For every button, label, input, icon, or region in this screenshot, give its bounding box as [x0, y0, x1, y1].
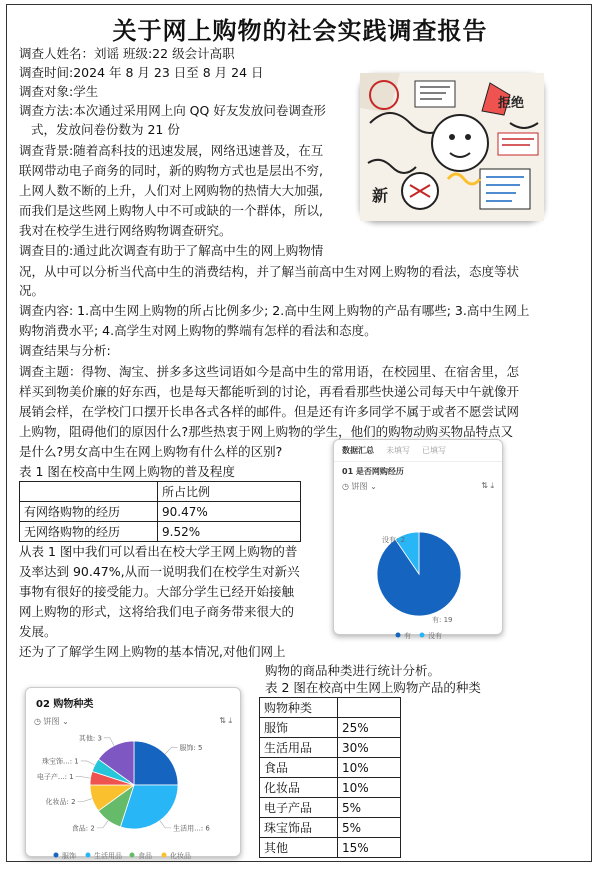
theme-line: 调查主题：得物、淘宝、拼多多这些词语如今是高中生的常用语，在校园里、在宿舍里，怎: [19, 364, 520, 379]
chart-tools[interactable]: ⇅ ⤓: [219, 716, 232, 725]
slice-label: 电子产...: 1: [36, 773, 74, 782]
report-title: 关于网上购物的社会实践调查报告: [112, 17, 488, 45]
content-line: 调查内容: 1.高中生网上购物的所占比例多少; 2.高中生网上购物的产品有哪些; 3.高中生网上: [19, 303, 530, 318]
table-cell: 30%: [338, 738, 401, 758]
legend-item: 化妆品: [170, 852, 191, 860]
chart-tools[interactable]: ⇅ ⤓: [481, 481, 494, 490]
theme-line: 样买到物美价廉的好东西，也是每天都能听到的讨论，再看看那些快递公司每天中午就像开: [19, 384, 520, 399]
legend-yes: 有: [404, 632, 411, 640]
table-row: [260, 698, 401, 718]
handdrawn-poster-image: [360, 73, 544, 221]
table-cell: 9.52%: [158, 522, 301, 542]
theme-line: 是什么?男女高中生在网上购物有什么样的区别?: [19, 444, 283, 459]
table-row: [260, 798, 401, 818]
legend-dot: [162, 853, 167, 858]
info-method-2: 式，发放问卷份数为 21 份: [31, 122, 180, 137]
table1-caption: 表 1 图在校高中生网上购物的普及程度: [19, 464, 235, 479]
analysis-line: 购物的商品种类进行统计分析。: [265, 663, 441, 678]
slice-leader-line: [165, 748, 177, 754]
analysis-line: 事物有很好的接受能力。大部分学生已经开始接触: [19, 584, 295, 599]
purpose-line: 况，从中可以分析当代高中生的消费结构，并了解当前高中生对网上购物的看法，态度等状: [19, 264, 520, 279]
question-title: 01 是否网购经历: [342, 467, 404, 476]
background-line: 联网带动电子商务的同时，新的购物方式也是层出不穷,: [19, 163, 323, 178]
analysis-line: 还为了了解学生网上购物的基本情况,对他们网上: [19, 644, 286, 659]
legend-no: 没有: [428, 632, 442, 640]
table-cell: 服饰: [260, 718, 338, 738]
table-cell: [20, 482, 158, 502]
table-cell: [338, 698, 401, 718]
table-row: [20, 502, 301, 522]
question-title: 02 购物种类: [36, 699, 94, 710]
table-cell: 90.47%: [158, 502, 301, 522]
table-header-cell: 所占比例: [158, 482, 301, 502]
analysis-line: 网上购物的形式，这将给我们电子商务带来很大的: [19, 604, 295, 619]
slice-leader-line: [78, 799, 93, 802]
background-line: 而我们是这些网上购物人中不可或缺的一个群体，所以,: [19, 203, 323, 218]
slice-leader-line: [81, 761, 95, 765]
content-line: 购物消费水平; 4.高学生对网上购物的弊端有怎样的看法和态度。: [19, 323, 377, 338]
slice-label-yes: 有: 19: [432, 616, 453, 624]
legend-item: 服饰: [62, 852, 76, 860]
table-cell: 5%: [338, 798, 401, 818]
info-method-1: 调查方法:本次通过采用网上向 QQ 好友发放问卷调查形: [19, 103, 326, 118]
theme-line: 展销会样，在学校门口摆开长串各式各样的邮件。但是还有许多同学不属于或者不愿尝试网: [19, 404, 520, 419]
table-cell: 15%: [338, 838, 401, 858]
table-cell: 珠宝饰品: [260, 818, 338, 838]
table-cell: 5%: [338, 818, 401, 838]
legend-item: 生活用品: [94, 852, 122, 860]
table-cell: 其他: [260, 838, 338, 858]
survey-card-2: [25, 687, 241, 860]
purpose-line: 况。: [19, 283, 45, 298]
table-row: [260, 818, 401, 838]
pie-chart-2: [26, 727, 242, 867]
table2-caption: 表 2 图在校高中生网上购物产品的种类: [265, 680, 481, 695]
table-cell: 无网络购物的经历: [20, 522, 158, 542]
analysis-line: 从表 1 图中我们可以看出在校大学王网上购物的普: [19, 544, 298, 559]
survey-card-1: [333, 439, 503, 640]
chart-type-select[interactable]: ◷ 饼图 ⌄: [342, 482, 377, 491]
slice-label: 其他: 3: [78, 734, 102, 743]
slice-label: 服饰: 5: [179, 744, 203, 753]
table-row: [260, 838, 401, 858]
slice-leader-line: [97, 821, 108, 828]
theme-line: 上购物，阻碍他们的原因什么?那些热衷于网上购物的学生，他们的购物动购买物品特点又: [19, 424, 514, 439]
background-line: 调查背景:随着高科技的迅速发展，网络迅速普及，在互: [19, 143, 324, 158]
slice-label-no: 没有: 2: [382, 536, 406, 544]
legend-dot: [130, 853, 135, 858]
slice-label: 珠宝饰...: 1: [42, 757, 79, 766]
table-cell: 食品: [260, 758, 338, 778]
purpose-line: 调查目的:通过此次调查有助于了解高中生的网上购物情: [19, 243, 324, 258]
table-row: [20, 522, 301, 542]
table-cell: 生活用品: [260, 738, 338, 758]
table-row: [20, 482, 301, 502]
table-cell: 电子产品: [260, 798, 338, 818]
table-row: [260, 738, 401, 758]
table-cell: 有网络购物的经历: [20, 502, 158, 522]
pie-chart-1: [334, 492, 504, 642]
results-heading: 调查结果与分析:: [19, 343, 111, 358]
tab-summary[interactable]: 数据汇总: [342, 446, 374, 455]
table-header-cell: 购物种类: [260, 698, 338, 718]
table-cell: 10%: [338, 758, 401, 778]
survey-tabs: [334, 440, 502, 462]
slice-leader-line: [160, 821, 171, 828]
table-cell: 化妆品: [260, 778, 338, 798]
slice-leader-line: [76, 777, 91, 778]
report-page: [6, 4, 592, 862]
legend-dot-yes: [396, 633, 401, 638]
table-row: [260, 758, 401, 778]
table1: [19, 481, 301, 542]
info-target: 调查对象:学生: [19, 84, 99, 99]
table2: [259, 697, 401, 858]
slice-label: 生活用...: 6: [173, 824, 210, 833]
table-cell: 25%: [338, 718, 401, 738]
chart-toolbar: [26, 712, 240, 727]
info-name-class: 调查人姓名：刘谣 班级:22 级会计高职: [19, 46, 235, 61]
chart-type-select[interactable]: ◷ 饼图 ⌄: [34, 717, 69, 726]
legend-dot: [86, 853, 91, 858]
slice-label: 食品: 2: [71, 824, 95, 833]
table-row: [260, 778, 401, 798]
slice-label: 化妆品: 2: [45, 797, 76, 806]
tab-unfilled[interactable]: 未填写: [386, 446, 410, 455]
svg-text:新: 新: [372, 186, 389, 205]
table-row: [260, 718, 401, 738]
tab-filled[interactable]: 已填写: [422, 446, 446, 455]
analysis-line: 发展。: [19, 624, 57, 639]
svg-text:拒绝: 拒绝: [498, 96, 525, 111]
legend-dot: [54, 853, 59, 858]
legend-item: 食品: [138, 852, 152, 860]
slice-leader-line: [104, 738, 114, 746]
table-cell: 10%: [338, 778, 401, 798]
info-time: 调查时间:2024 年 8 月 23 日至 8 月 24 日: [19, 65, 264, 80]
legend-dot-no: [420, 633, 425, 638]
background-line: 我对在校学生进行网络购物调查研究。: [19, 223, 232, 238]
chart-toolbar: [334, 481, 502, 492]
background-line: 上网人数不断的上升，人们对上网购物的热情大大加强,: [19, 183, 323, 198]
analysis-line: 及率达到 90.47%,从而一说明我们在校学生对新兴: [19, 564, 300, 579]
